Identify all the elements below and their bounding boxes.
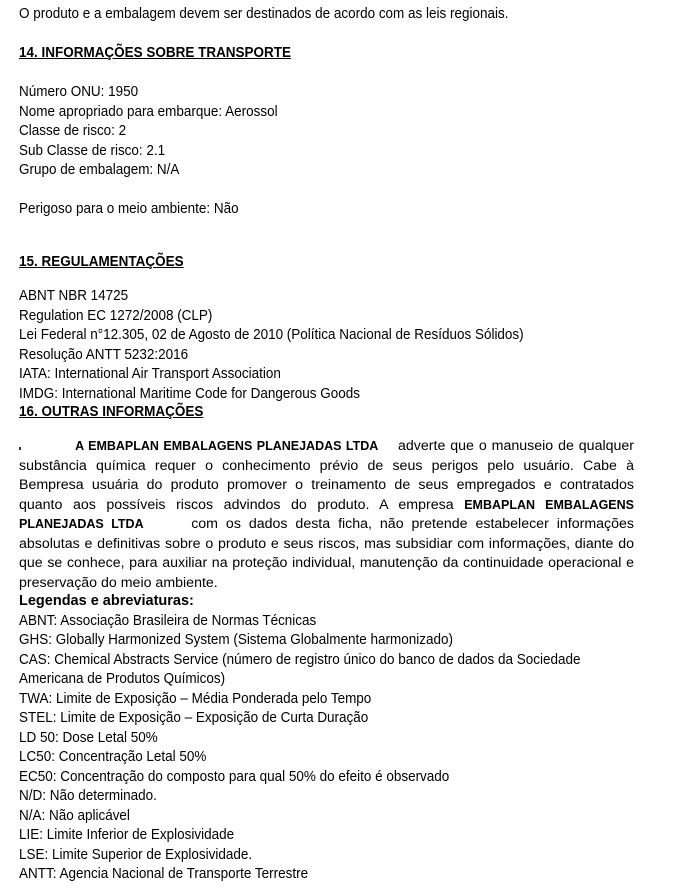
section-14-title: INFORMAÇÕES SOBRE TRANSPORTE xyxy=(41,45,291,61)
legend-title: Legendas e abreviaturas: xyxy=(19,593,194,609)
disclaimer-text: adverte que o manuseio de qualquer substância química requer o conhecimento prévio de seus perigos pelo usuário. Cabe à Bempresa usuária do produto promover o treinamento de seus empregados e contratados quanto aos possíveis riscos advindos do produto. A empresa xyxy=(19,438,635,513)
transport-item: Nome apropriado para embarque: Aerossol xyxy=(19,103,278,120)
section-15-number: 15. xyxy=(19,254,38,270)
section-16-number: 16. xyxy=(19,404,38,420)
section-15-heading xyxy=(19,253,184,273)
section-16-heading xyxy=(19,403,203,423)
regulation-item: Regulation EC 1272/2008 (CLP) xyxy=(19,307,213,324)
legend-item: N/D: Não determinado. xyxy=(19,788,157,804)
environment-hazard: Perigoso para o meio ambiente: Não xyxy=(19,201,239,217)
transport-item: Número ONU: 1950 xyxy=(19,84,139,100)
legend-item: LC50: Concentração Letal 50% xyxy=(19,749,207,765)
section-14-number: 14. xyxy=(19,45,38,61)
transport-item: Classe de risco: 2 xyxy=(19,123,127,139)
disposal-note: O produto e a embalagem devem ser destinados de acordo com as leis regionais. xyxy=(19,6,509,22)
disclaimer-paragraph xyxy=(19,437,634,593)
legend-item: LIE: Limite Inferior de Explosividade xyxy=(19,827,235,843)
company-name: EMBAPLAN EMBALAGENS PLANEJADAS LTDA xyxy=(19,497,634,531)
transport-item: Grupo de embalagem: N/A xyxy=(19,162,180,178)
regulation-item: IMDG: International Maritime Code for Dangerous Goods xyxy=(19,385,361,402)
section-16-title: OUTRAS INFORMAÇÕES xyxy=(41,404,204,420)
legend-item: EC50: Concentração do composto para qual 50% do efeito é observado xyxy=(19,768,450,785)
disclaimer-text: com os dados desta ficha, não pretende estabelecer informações absolutas e definitivas sobre o produto e seus riscos, mas subsidiar com informações, diante do que se conhece, para auxiliar na proteção individual, manutenção da continuidade operacional e preservação do meio ambiente. xyxy=(19,516,635,591)
legend-item: ANTT: Agencia Nacional de Transporte Terrestre xyxy=(19,866,309,882)
legend-item: N/A: Não aplicável xyxy=(19,807,130,824)
bullet-mark xyxy=(19,447,21,450)
legend-item: STEL: Limite de Exposição – Exposição de Curta Duração xyxy=(19,710,369,726)
legend-item: LSE: Limite Superior de Explosividade. xyxy=(19,846,253,863)
legend-item: ABNT: Associação Brasileira de Normas Técnicas xyxy=(19,612,317,629)
legend-item: LD 50: Dose Letal 50% xyxy=(19,729,158,746)
transport-item: Sub Classe de risco: 2.1 xyxy=(19,142,166,159)
legend-item: GHS: Globally Harmonized System (Sistema Globalmente harmonizado) xyxy=(19,632,453,648)
company-name: A EMBAPLAN EMBALAGENS PLANEJADAS LTDA xyxy=(75,439,379,453)
legend-item: CAS: Chemical Abstracts Service (número de registro único do banco de dados da Sociedade xyxy=(19,651,581,668)
regulation-item: ABNT NBR 14725 xyxy=(19,288,129,304)
regulation-item: Resolução ANTT 5232:2016 xyxy=(19,346,189,363)
section-15-title: REGULAMENTAÇÕES xyxy=(41,254,184,270)
section-14-heading xyxy=(19,44,291,64)
legend-item: TWA: Limite de Exposição – Média Ponderada pelo Tempo xyxy=(19,690,372,707)
legend-item: Americana de Produtos Químicos) xyxy=(19,671,226,687)
regulation-item: IATA: International Air Transport Association xyxy=(19,366,281,382)
regulation-item: Lei Federal n°12.305, 02 de Agosto de 2010 (Política Nacional de Resíduos Sólidos) xyxy=(19,327,524,343)
